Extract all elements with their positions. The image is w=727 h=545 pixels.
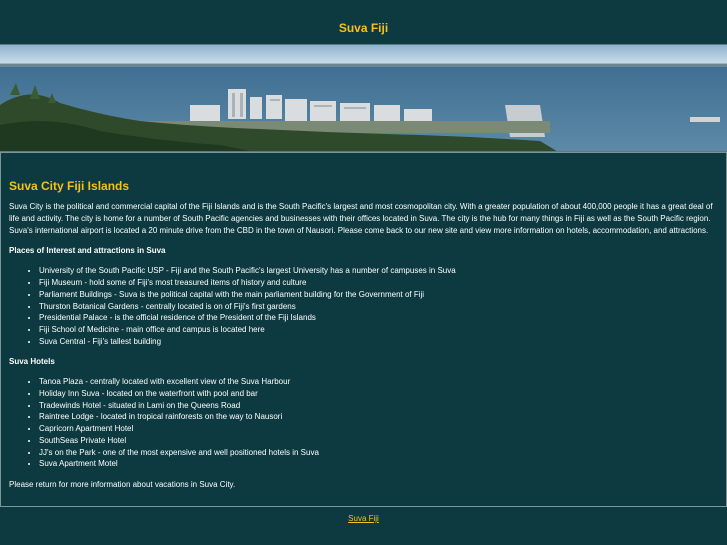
page-heading: Suva City Fiji Islands: [9, 179, 130, 193]
hotels-heading: Suva Hotels: [9, 357, 55, 367]
list-item: • University of the South Pacific USP - Fiji and the South Pacific's largest University has a number of campuses in Suva: [39, 265, 718, 277]
site-title: Suva Fiji: [338, 21, 389, 35]
list-item: • Fiji Museum - hold some of Fiji's most treasured items of history and culture: [39, 277, 718, 289]
harbour-panorama: [0, 45, 727, 152]
list-item: • Suva Apartment Motel: [39, 458, 718, 470]
places-heading: Places of Interest and attractions in Suva: [9, 246, 166, 256]
list-item: • Raintree Lodge - located in tropical rainforests on the way to Nausori: [39, 411, 718, 423]
footer-home-link[interactable]: Suva Fiji: [348, 514, 379, 523]
main-content-panel: [0, 152, 727, 507]
hotels-list: [9, 376, 718, 470]
list-item: • Capricorn Apartment Hotel: [39, 423, 718, 435]
outro-paragraph: Please return for more information about vacations in Suva City.: [9, 479, 236, 489]
list-item: • Presidential Palace - is the official residence of the President of the Fiji Islands: [39, 312, 718, 324]
list-item: • Suva Central - Fiji's tallest building: [39, 336, 718, 348]
list-item: • Parliament Buildings - Suva is the political capital with the main parliament building for the Government of Fiji: [39, 289, 718, 301]
banner-image-suva-harbour: [0, 44, 727, 152]
list-item: • Holiday Inn Suva - located on the waterfront with pool and bar: [39, 388, 718, 400]
list-item: • SouthSeas Private Hotel: [39, 435, 718, 447]
list-item: • Tradewinds Hotel - situated in Lami on the Queens Road: [39, 400, 718, 412]
list-item: • JJ's on the Park - one of the most expensive and well positioned hotels in Suva: [39, 447, 718, 459]
intro-paragraph: Suva City is the political and commercial capital of the Fiji Islands and is the South Pacific's largest and most cosmopolitan city. With a greater population of about 400,000 people it has a great deal of life and activity. The city is home for a number of South Pacific agencies and businesses with their offices located in Suva. The city is the hub for many things in Fiji as well as the South Pacific region. Suva's international airport is located a 20 minute drive from the CBD in the town of Nausori. Please come back to our new site and view more information on hotels, accommodation, and attractions.: [9, 202, 713, 235]
footer: [0, 514, 727, 523]
list-item: • Thurston Botanical Gardens - centrally located is on of Fiji's first gardens: [39, 301, 718, 313]
list-item: • Tanoa Plaza - centrally located with excellent view of the Suva Harbour: [39, 376, 718, 388]
places-list: [9, 265, 718, 347]
list-item: • Fiji School of Medicine - main office and campus is located here: [39, 324, 718, 336]
